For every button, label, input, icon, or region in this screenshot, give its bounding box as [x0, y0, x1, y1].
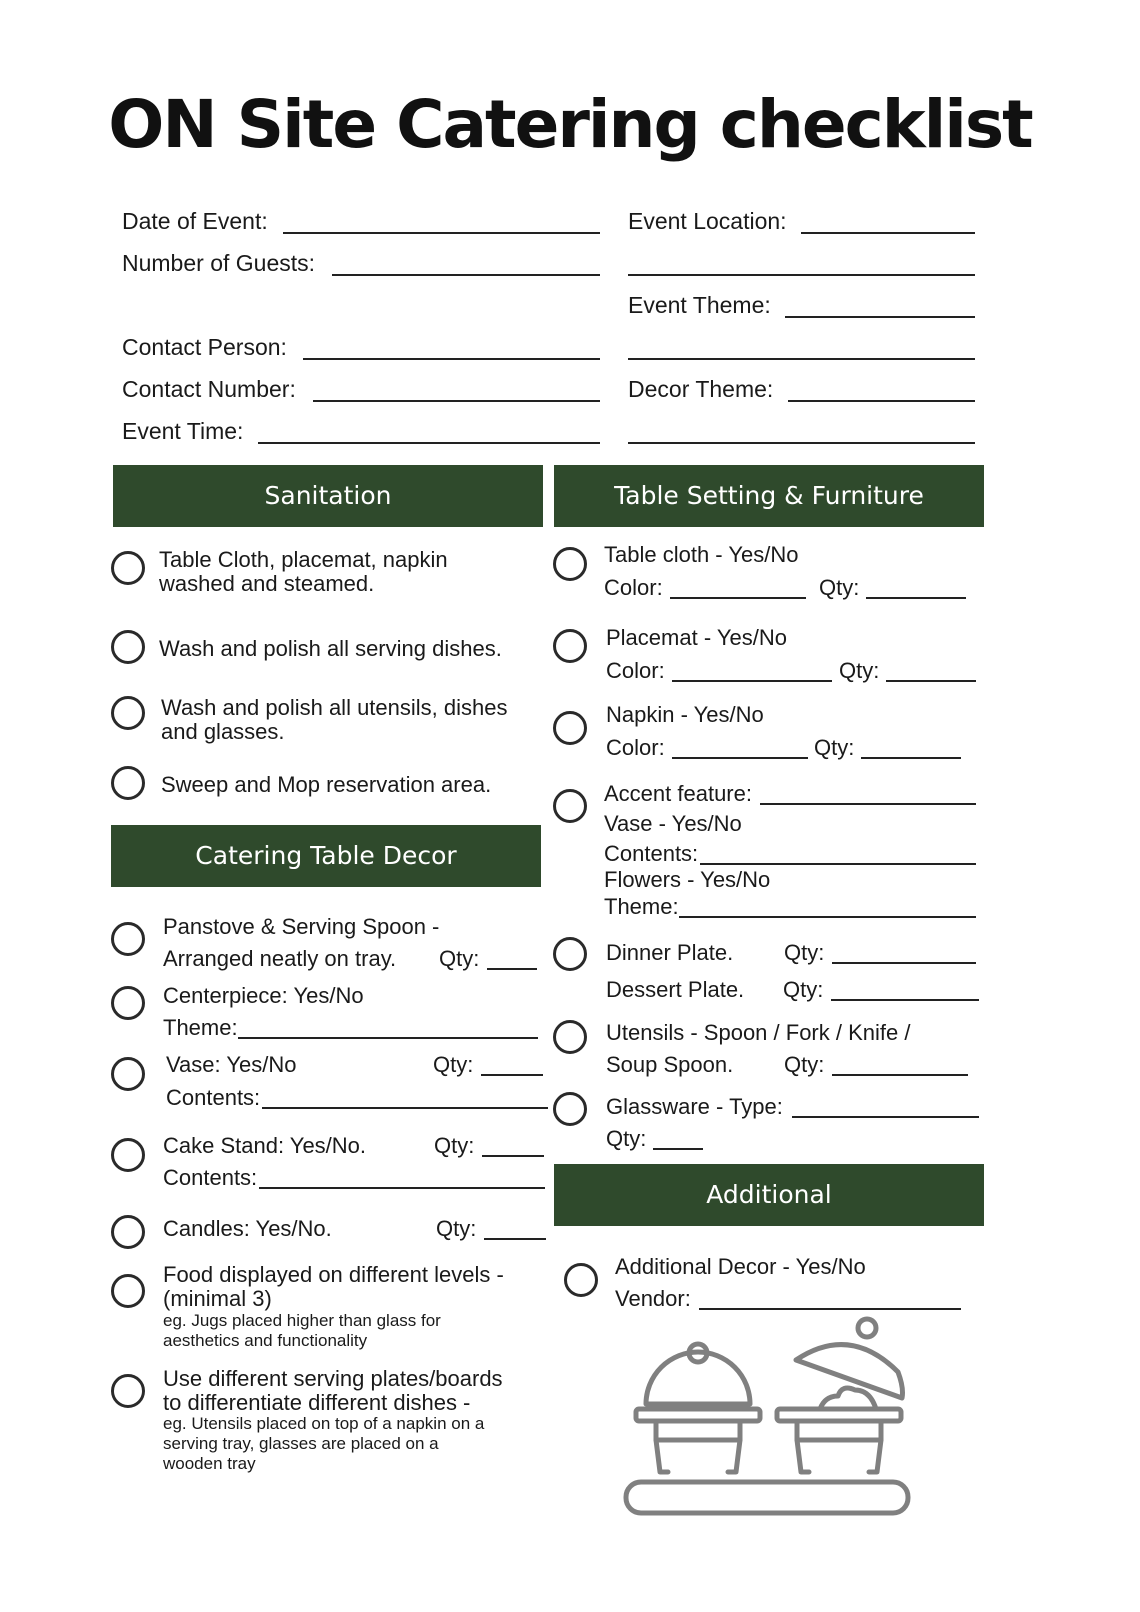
section-header-table-setting: Table Setting & Furniture: [554, 465, 984, 527]
table-cloth-qty-field[interactable]: [866, 597, 966, 599]
table-cloth-color-field[interactable]: [670, 597, 806, 599]
event-location-field[interactable]: [801, 232, 975, 234]
glassware-type-field[interactable]: [792, 1116, 979, 1118]
placemat-qty-field[interactable]: [886, 680, 976, 682]
decor-candles-qty-field[interactable]: [484, 1238, 546, 1240]
sanitation-item-1-line2: washed and steamed.: [159, 571, 375, 596]
dessert-plate-qty-label: Qty:: [783, 977, 824, 1002]
decor-plates-note3: wooden tray: [163, 1454, 256, 1473]
accent-contents-label: Contents:: [604, 841, 699, 866]
date-of-event-field[interactable]: [283, 232, 600, 234]
sanitation-checkbox-2[interactable]: [111, 630, 145, 664]
decor-checkbox-centerpiece[interactable]: [111, 986, 145, 1020]
vendor-field[interactable]: [699, 1308, 961, 1310]
utensils-qty-field[interactable]: [832, 1074, 968, 1076]
dessert-plate-label: Dessert Plate.: [606, 977, 745, 1002]
decor-food-line1: Food displayed on different levels -: [163, 1262, 504, 1287]
chafing-dish-icon: [620, 1312, 920, 1522]
table-checkbox-accent-feature[interactable]: [553, 789, 587, 823]
dinner-plate-qty-field[interactable]: [832, 962, 976, 964]
date-of-event-label: Date of Event:: [122, 208, 268, 234]
decor-vase-contents-label: Contents:: [166, 1085, 261, 1110]
napkin-qty-label: Qty:: [814, 735, 855, 760]
sanitation-item-3-line2: and glasses.: [161, 719, 285, 744]
glassware-qty-label: Qty:: [606, 1126, 647, 1151]
event-theme-field-line2[interactable]: [628, 358, 975, 360]
sanitation-item-1-line1: Table Cloth, placemat, napkin: [159, 547, 448, 572]
napkin-qty-field[interactable]: [861, 757, 961, 759]
contact-person-label: Contact Person:: [122, 334, 287, 360]
table-cloth-label: Table cloth - Yes/No: [604, 542, 799, 567]
vendor-label: Vendor:: [615, 1286, 691, 1311]
accent-flowers-label: Flowers - Yes/No: [604, 867, 771, 892]
sanitation-checkbox-1[interactable]: [111, 551, 145, 585]
page-title: ON Site Catering checklist: [108, 86, 1032, 163]
napkin-color-field[interactable]: [672, 757, 808, 759]
number-of-guests-field[interactable]: [332, 274, 600, 276]
table-checkbox-plates[interactable]: [553, 937, 587, 971]
placemat-label: Placemat - Yes/No: [606, 625, 787, 650]
decor-plates-line1: Use different serving plates/boards: [163, 1366, 503, 1391]
section-header-sanitation: Sanitation: [113, 465, 543, 527]
accent-contents-field[interactable]: [700, 863, 976, 865]
sanitation-checkbox-3[interactable]: [111, 696, 145, 730]
decor-panstove-qty-label: Qty:: [439, 946, 480, 971]
decor-panstove-line1: Panstove & Serving Spoon -: [163, 914, 440, 939]
utensils-line1: Utensils - Spoon / Fork / Knife /: [606, 1020, 911, 1045]
section-header-catering-table-decor: Catering Table Decor: [111, 825, 541, 887]
decor-checkbox-cake-stand[interactable]: [111, 1138, 145, 1172]
decor-centerpiece: Centerpiece: Yes/No: [163, 983, 364, 1008]
event-location-field-line2[interactable]: [628, 274, 975, 276]
number-of-guests-label: Number of Guests:: [122, 250, 316, 276]
decor-cake-stand: Cake Stand: Yes/No.: [163, 1133, 367, 1158]
table-checkbox-napkin[interactable]: [553, 711, 587, 745]
decor-candles: Candles: Yes/No.: [163, 1216, 332, 1241]
sanitation-item-3-line1: Wash and polish all utensils, dishes: [161, 695, 508, 720]
accent-vase-label: Vase - Yes/No: [604, 811, 742, 836]
decor-theme-field[interactable]: [788, 400, 975, 402]
decor-plates-note2: serving tray, glasses are placed on a: [163, 1434, 439, 1453]
decor-theme-field-line2[interactable]: [628, 442, 975, 444]
decor-checkbox-food-levels[interactable]: [111, 1274, 145, 1308]
decor-plates-note1: eg. Utensils placed on top of a napkin on a: [163, 1414, 485, 1433]
table-cloth-color-label: Color:: [604, 575, 663, 600]
decor-checkbox-candles[interactable]: [111, 1215, 145, 1249]
napkin-label: Napkin - Yes/No: [606, 702, 764, 727]
event-time-field[interactable]: [258, 442, 600, 444]
section-header-additional: Additional: [554, 1164, 984, 1226]
sanitation-item-2: Wash and polish all serving dishes.: [159, 636, 502, 661]
decor-food-note2: aesthetics and functionality: [163, 1331, 368, 1350]
dinner-plate-qty-label: Qty:: [784, 940, 825, 965]
decor-vase-contents-field[interactable]: [262, 1107, 548, 1109]
placemat-color-label: Color:: [606, 658, 665, 683]
decor-cake-stand-contents-field[interactable]: [259, 1187, 545, 1189]
event-location-label: Event Location:: [628, 208, 787, 234]
contact-number-field[interactable]: [313, 400, 600, 402]
decor-vase-qty-field[interactable]: [481, 1074, 543, 1076]
sanitation-checkbox-4[interactable]: [111, 766, 145, 800]
decor-vase: Vase: Yes/No: [166, 1052, 297, 1077]
decor-checkbox-vase[interactable]: [111, 1057, 145, 1091]
accent-theme-field[interactable]: [679, 916, 976, 918]
decor-cake-stand-contents-label: Contents:: [163, 1165, 258, 1190]
placemat-color-field[interactable]: [672, 680, 832, 682]
table-checkbox-table-cloth[interactable]: [553, 547, 587, 581]
event-time-label: Event Time:: [122, 418, 244, 444]
contact-person-field[interactable]: [303, 358, 600, 360]
sanitation-item-4: Sweep and Mop reservation area.: [161, 772, 492, 797]
decor-panstove-qty-field[interactable]: [487, 968, 537, 970]
decor-panstove-line2: Arranged neatly on tray.: [163, 946, 397, 971]
decor-plates-line2: to differentiate different dishes -: [163, 1390, 471, 1415]
decor-food-note1: eg. Jugs placed higher than glass for: [163, 1311, 441, 1330]
decor-theme-label: Decor Theme:: [628, 376, 774, 402]
table-checkbox-utensils[interactable]: [553, 1020, 587, 1054]
decor-centerpiece-theme-field[interactable]: [238, 1037, 538, 1039]
additional-checkbox-decor[interactable]: [564, 1263, 598, 1297]
decor-food-line2: (minimal 3): [163, 1286, 272, 1311]
event-theme-field[interactable]: [785, 316, 975, 318]
event-theme-label: Event Theme:: [628, 292, 771, 318]
table-cloth-qty-label: Qty:: [819, 575, 860, 600]
napkin-color-label: Color:: [606, 735, 665, 760]
decor-cake-stand-qty-label: Qty:: [434, 1133, 475, 1158]
decor-cake-stand-qty-field[interactable]: [482, 1155, 544, 1157]
accent-feature-field[interactable]: [760, 803, 976, 805]
decor-checkbox-panstove[interactable]: [111, 922, 145, 956]
dessert-plate-qty-field[interactable]: [831, 999, 979, 1001]
contact-number-label: Contact Number:: [122, 376, 296, 402]
additional-decor-label: Additional Decor - Yes/No: [615, 1254, 866, 1279]
glassware-label: Glassware - Type:: [606, 1094, 783, 1119]
accent-theme-label: Theme:: [604, 894, 679, 919]
decor-checkbox-serving-plates[interactable]: [111, 1374, 145, 1408]
placemat-qty-label: Qty:: [839, 658, 880, 683]
decor-vase-qty-label: Qty:: [433, 1052, 474, 1077]
table-checkbox-glassware[interactable]: [553, 1092, 587, 1126]
table-checkbox-placemat[interactable]: [553, 629, 587, 663]
glassware-qty-field[interactable]: [653, 1148, 703, 1150]
utensils-line2: Soup Spoon.: [606, 1052, 734, 1077]
utensils-qty-label: Qty:: [784, 1052, 825, 1077]
accent-feature-label: Accent feature:: [604, 781, 752, 806]
decor-candles-qty-label: Qty:: [436, 1216, 477, 1241]
decor-centerpiece-theme-label: Theme:: [163, 1015, 238, 1040]
dinner-plate-label: Dinner Plate.: [606, 940, 734, 965]
